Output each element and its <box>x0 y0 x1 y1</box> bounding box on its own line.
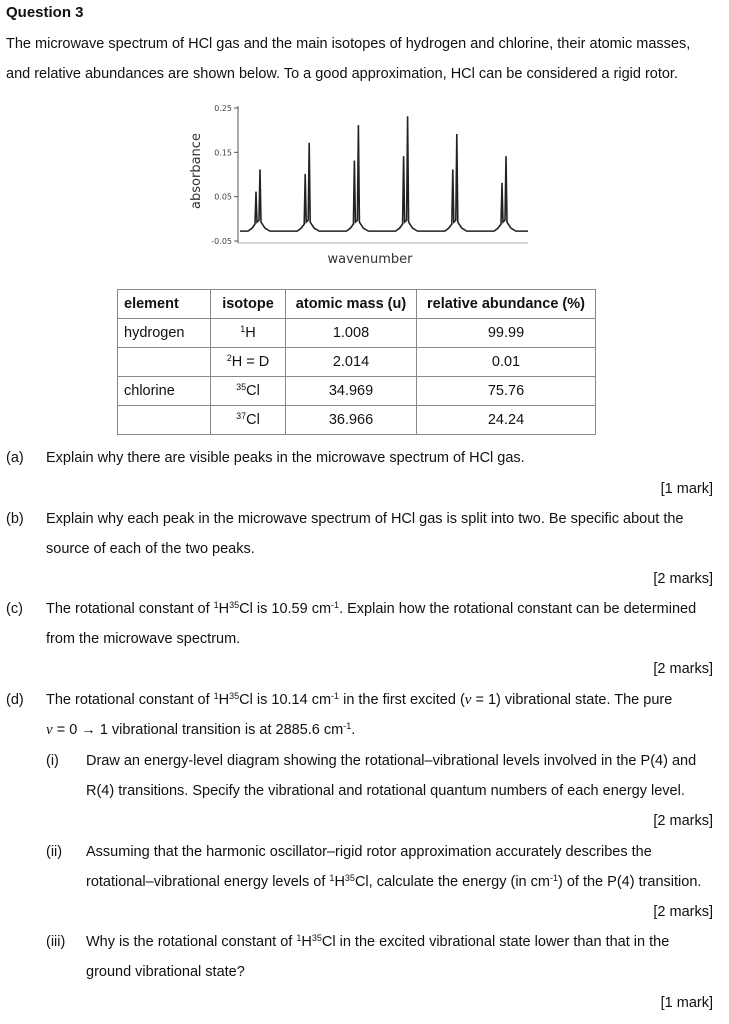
isotope-cell <box>211 377 286 406</box>
part-d-iii-line-2: ground vibrational state? <box>86 964 245 980</box>
part-d-ii-marks: [2 marks] <box>653 904 713 920</box>
table-row <box>118 377 596 406</box>
element-cell <box>118 348 211 377</box>
table-row <box>118 319 596 348</box>
part-d-line-2: v = 0 → 1 vibrational transition is at 2885.6 $cm^{-1}$. <box>46 721 356 738</box>
part-d-line-1: The rotational constant of $^1H^{35}Cl$ is 10.14 $cm^{-1}$ in the first excited (v = 1) vibrational state. The pure <box>46 691 673 708</box>
abundance-cell: 0.01 <box>417 348 596 377</box>
peak-major <box>358 125 360 127</box>
mass-number: 35 <box>236 382 247 392</box>
y-tick-label: 0.05 <box>214 192 232 202</box>
header-atomic-mass: atomic mass (u) <box>286 290 417 319</box>
part-d-ii-line-2: rotational–vibrational energy levels of $^1H^{35}Cl$, calculate the energy (in $cm^{-1}$) of the P(4) transition. <box>86 873 702 890</box>
part-c-line-2: from the microwave spectrum. <box>46 631 241 647</box>
mass-cell: 36.966 <box>286 406 417 435</box>
y-axis-label: absorbance <box>189 133 204 209</box>
mass-cell: 34.969 <box>286 377 417 406</box>
element-cell: chlorine <box>118 377 211 406</box>
part-b-label: (b) <box>6 511 24 527</box>
intro-line-2: and relative abundances are shown below. To a good approximation, HCl can be considered a rigid rotor. <box>6 66 678 82</box>
header-relative-abundance: relative abundance (%) <box>417 290 596 319</box>
part-b-marks: [2 marks] <box>653 571 713 587</box>
peak-major <box>259 169 261 171</box>
isotope-table <box>117 289 596 435</box>
peak-major <box>308 143 310 145</box>
part-a-text: Explain why there are visible peaks in the microwave spectrum of HCl gas. <box>46 450 525 466</box>
part-d-i-label: (i) <box>46 753 59 769</box>
isotope-symbol: Cl <box>246 383 260 399</box>
intro-line-1: The microwave spectrum of HCl gas and the main isotopes of hydrogen and chlorine, their atomic masses, <box>6 36 691 52</box>
header-element: element <box>118 290 211 319</box>
mass-cell: 1.008 <box>286 319 417 348</box>
abundance-cell: 75.76 <box>417 377 596 406</box>
part-d-iii-marks: [1 mark] <box>660 995 713 1011</box>
peak-minor <box>304 174 306 176</box>
header-isotope: isotope <box>211 290 286 319</box>
part-a-marks: [1 mark] <box>660 481 713 497</box>
table-header-row <box>118 290 596 319</box>
peak-minor <box>403 156 405 158</box>
peak-minor <box>501 183 503 185</box>
mass-number: 1 <box>240 324 246 334</box>
isotope-symbol: H = D <box>231 354 270 370</box>
part-c-line-1: The rotational constant of $^1H^{35}Cl$ is 10.59 $cm^{-1}$. Explain how the rotational constant can be determined <box>46 600 697 617</box>
part-b-line-1: Explain why each peak in the microwave spectrum of HCl gas is split into two. Be specific about the <box>46 511 684 527</box>
peak-major <box>505 156 507 158</box>
part-c-label: (c) <box>6 601 23 617</box>
part-d-ii-label: (ii) <box>46 844 63 860</box>
mass-number: 2 <box>226 353 232 363</box>
mass-number: 37 <box>236 411 247 421</box>
element-cell: hydrogen <box>118 319 211 348</box>
microwave-spectrum-chart <box>180 96 540 271</box>
part-d-label: (d) <box>6 692 24 708</box>
part-a-label: (a) <box>6 450 24 466</box>
spectrum-trace <box>240 117 528 231</box>
peak-minor <box>354 160 356 162</box>
x-axis-label: wavenumber <box>327 252 413 267</box>
part-d-iii-line-1: Why is the rotational constant of $^1H^{35}Cl$ in the excited vibrational state lower than that in the <box>86 933 670 950</box>
isotope-cell <box>211 406 286 435</box>
mass-cell: 2.014 <box>286 348 417 377</box>
y-tick-label: 0.25 <box>214 104 232 113</box>
abundance-cell: 24.24 <box>417 406 596 435</box>
part-d-iii-label: (iii) <box>46 934 66 950</box>
peak-major <box>456 134 458 136</box>
part-d-i-line-2: R(4) transitions. Specify the vibrational and rotational quantum numbers of each energy level. <box>86 783 685 799</box>
element-cell <box>118 406 211 435</box>
isotope-cell <box>211 348 286 377</box>
peak-minor <box>255 191 257 193</box>
question-title: Question 3 <box>6 4 84 21</box>
part-c-marks: [2 marks] <box>653 661 713 677</box>
y-tick-label: 0.15 <box>214 148 232 158</box>
table-row <box>118 406 596 435</box>
peak-major <box>407 116 409 118</box>
table-row <box>118 348 596 377</box>
part-b-line-2: source of each of the two peaks. <box>46 541 255 557</box>
part-d-i-marks: [2 marks] <box>653 813 713 829</box>
y-tick-label: -0.05 <box>211 237 232 246</box>
isotope-symbol: Cl <box>246 412 260 428</box>
abundance-cell: 99.99 <box>417 319 596 348</box>
isotope-symbol: H <box>245 325 256 341</box>
part-d-i-line-1: Draw an energy-level diagram showing the rotational–vibrational levels involved in the P(4) and <box>86 753 697 769</box>
peak-minor <box>452 169 454 171</box>
isotope-cell <box>211 319 286 348</box>
part-d-ii-line-1: Assuming that the harmonic oscillator–rigid rotor approximation accurately describes the <box>86 844 652 860</box>
